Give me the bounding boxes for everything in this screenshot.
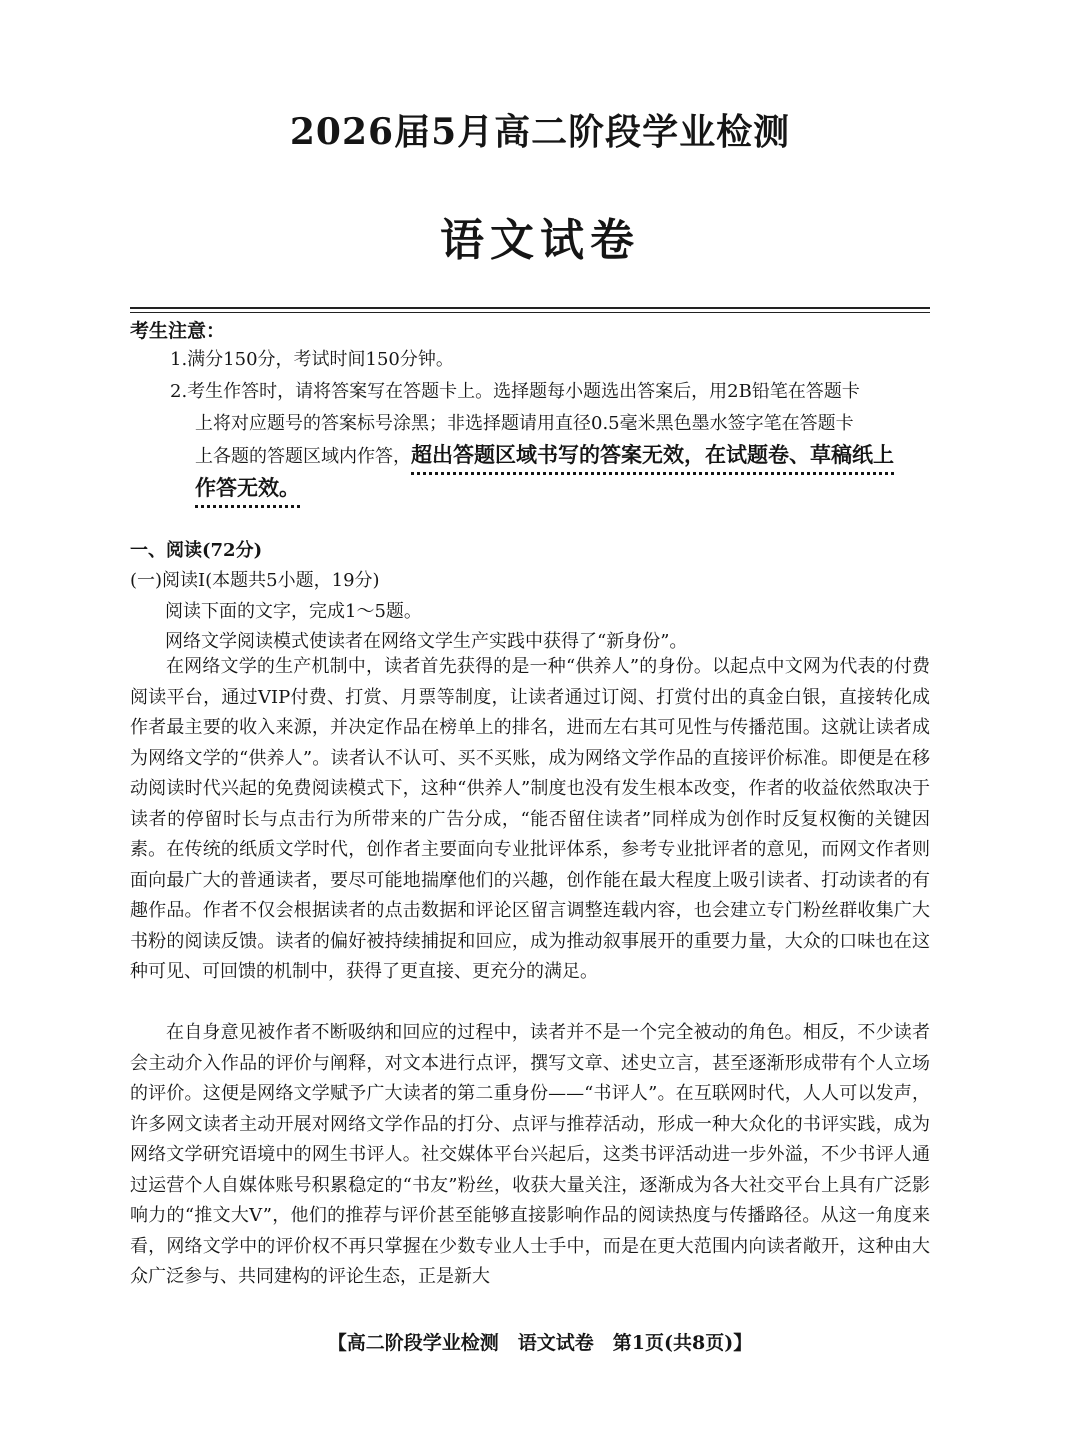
passage-lead-sentence: 网络文学阅读模式使读者在网络文学生产实践中获得了“新身份”。: [165, 631, 688, 652]
notice-item-2-line-4: [195, 474, 300, 504]
notice-item-2-line-3: [195, 441, 894, 471]
notice-emphasis-text: 超出答题区域书写的答案无效，在试题卷、草稿纸上: [411, 443, 894, 467]
notice-item-1: 1.满分150分，考试时间150分钟。: [170, 349, 454, 370]
reading-instruction: 阅读下面的文字，完成1～5题。: [165, 601, 422, 622]
notice-item-2-line-2: 上将对应题号的答案标号涂黑；非选择题请用直径0.5毫米黑色墨水签字笔在答题卡: [195, 413, 854, 434]
notice-emphasis-text-end: 作答无效。: [195, 476, 300, 500]
exam-title: 2026届5月高二阶段学业检测: [289, 111, 791, 153]
notice-item-2-line-3-text: 上各题的答题区域内作答，: [195, 446, 411, 467]
subsection-heading: (一)阅读Ⅰ(本题共5小题，19分): [130, 570, 380, 591]
passage-paragraph-1: 在网络文学的生产机制中，读者首先获得的是一种“供养人”的身份。以起点中文网为代表的付费阅读平台，通过VIP付费、打赏、月票等制度，让读者通过订阅、打赏付出的真金白银，直接转化成作者最主要的收入来源，并决定作品在榜单上的排名，进而左右其可见性与传播范围。这就让读者成为网络文学的“供养人”。读者认不认可、买不买账，成为网络文学作品的直接评价标准。即便是在移动阅读时代兴起的免费阅读模式下，这种“供养人”制度也没有发生根本改变，作者的收益依然取决于读者的停留时长与点击行为所带来的广告分成，“能否留住读者”同样成为创作时反复权衡的关键因素。在传统的纸质文学时代，创作者主要面向专业批评体系，参考专业批评者的意见，而网文作者则面向最广大的普通读者，要尽可能地揣摩他们的兴趣，创作能在最大程度上吸引读者、打动读者的有趣作品。作者不仅会根据读者的点击数据和评论区留言调整连载内容，也会建立专门粉丝群收集广大书粉的阅读反馈。读者的偏好被持续捕捉和回应，成为推动叙事展开的重要力量，大众的口味也在这种可见、可回馈的机制中，获得了更直接、更充分的满足。: [130, 656, 930, 982]
notice-heading: 考生注意：: [130, 320, 226, 342]
exam-subject-title: 语文试卷: [440, 215, 640, 266]
header-divider: [130, 307, 930, 313]
notice-item-2-line-1: 2.考生作答时，请将答案写在答题卡上。选择题每小题选出答案后，用2B铅笔在答题卡: [170, 381, 860, 402]
section-heading: 一、阅读(72分): [130, 540, 263, 561]
passage-paragraph-2: 在自身意见被作者不断吸纳和回应的过程中，读者并不是一个完全被动的角色。相反，不少读者会主动介入作品的评价与阐释，对文本进行点评，撰写文章、述史立言，甚至逐渐形成带有个人立场的评价。这便是网络文学赋予广大读者的第二重身份——“书评人”。在互联网时代，人人可以发声，许多网文读者主动开展对网络文学作品的打分、点评与推荐活动，形成一种大众化的书评实践，成为网络文学研究语境中的网生书评人。社交媒体平台兴起后，这类书评活动进一步外溢，不少书评人通过运营个人自媒体账号积累稳定的“书友”粉丝，收获大量关注，逐渐成为各大社交平台上具有广泛影响力的“推文大V”，他们的推荐与评价甚至能够直接影响作品的阅读热度与传播路径。从这一角度来看，网络文学中的评价权不再只掌握在少数专业人士手中，而是在更大范围内向读者敞开，这种由大众广泛参与、共同建构的评论生态，正是新大: [130, 1022, 930, 1287]
page-footer: 【高二阶段学业检测 语文试卷 第1页(共8页)】: [327, 1332, 753, 1354]
